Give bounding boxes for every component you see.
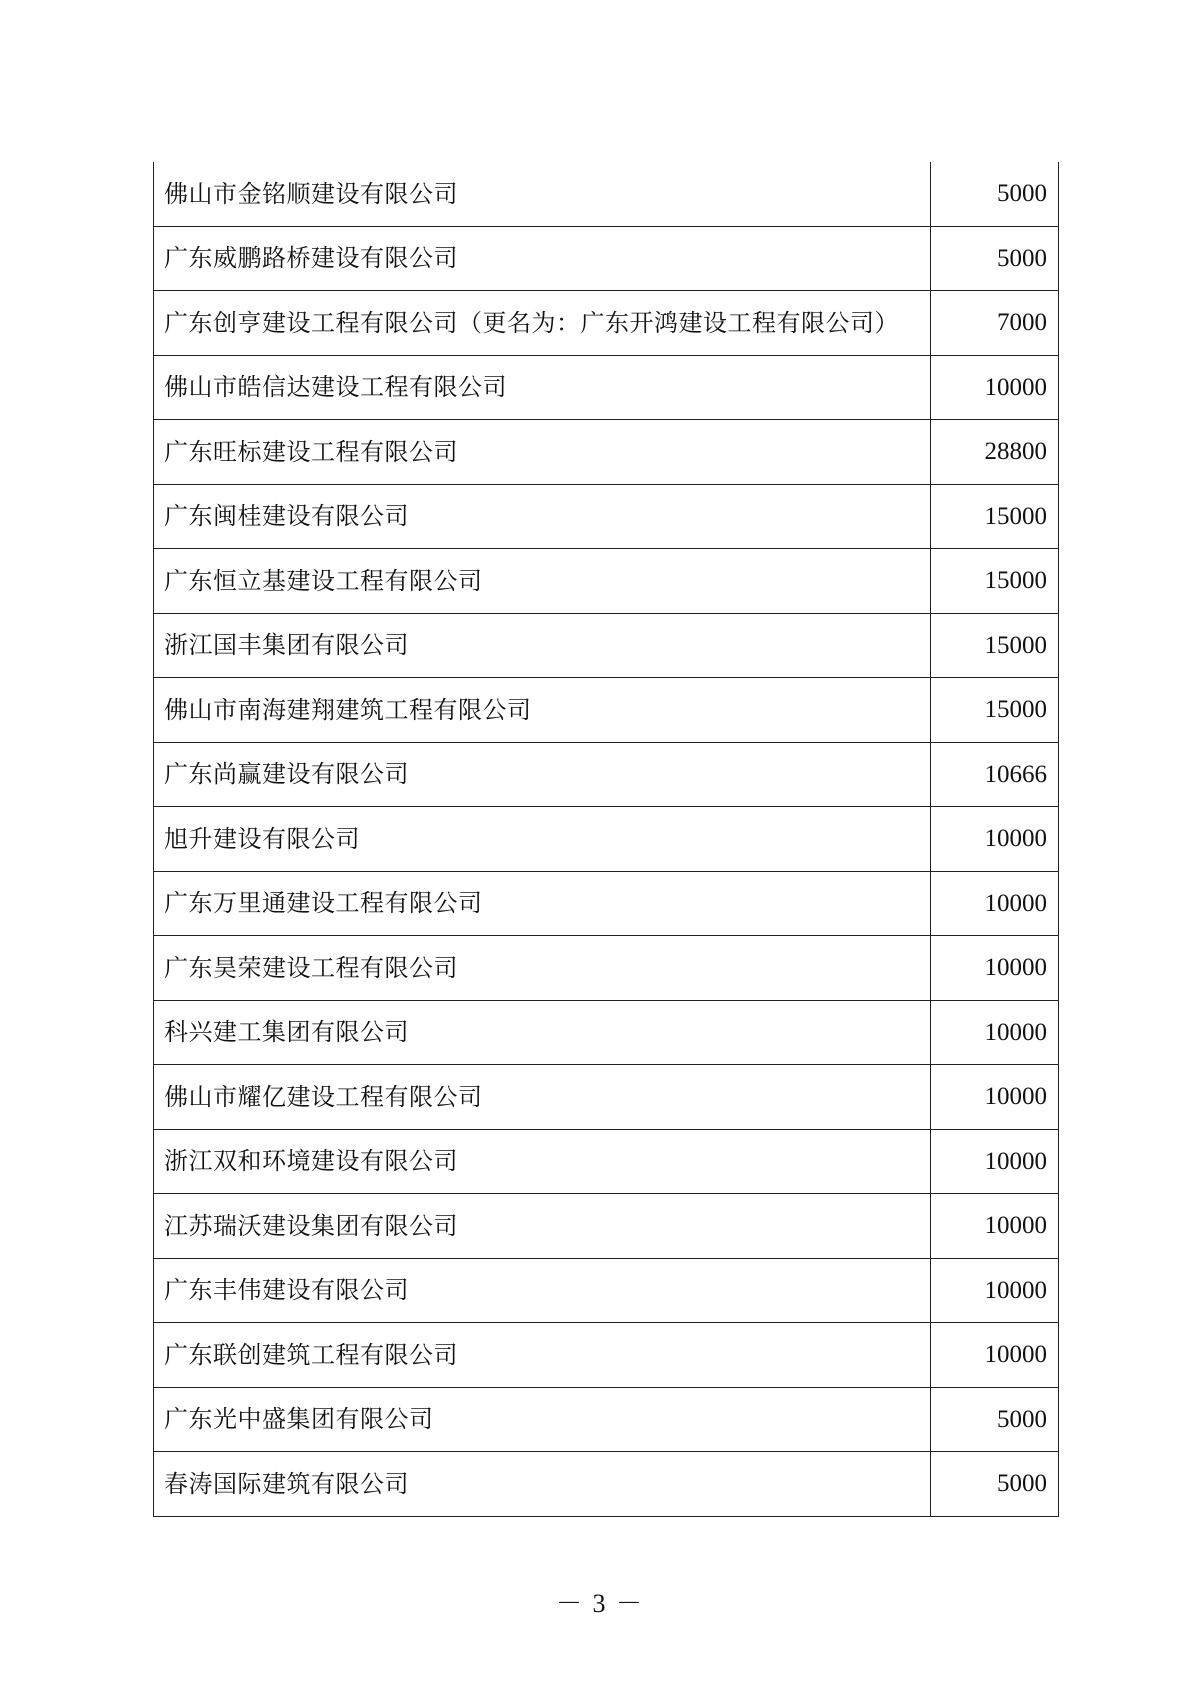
table <box>154 162 1058 1516</box>
table-row <box>154 1452 1058 1516</box>
table-row <box>154 1258 1058 1323</box>
amount-cell: 5000 <box>930 226 1058 291</box>
table-body <box>154 162 1058 1516</box>
amount-cell: 10000 <box>930 807 1058 872</box>
table-row <box>154 162 1058 226</box>
amount-cell: 15000 <box>930 613 1058 678</box>
table-row <box>154 936 1058 1001</box>
table-row <box>154 484 1058 549</box>
amount-cell: 10000 <box>930 871 1058 936</box>
company-name-cell: 广东威鹏路桥建设有限公司 <box>154 226 930 291</box>
table-row <box>154 1387 1058 1452</box>
table-row <box>154 613 1058 678</box>
table-row <box>154 355 1058 420</box>
table-row <box>154 1194 1058 1259</box>
amount-cell: 10000 <box>930 1129 1058 1194</box>
amount-cell: 10666 <box>930 742 1058 807</box>
company-name-cell: 佛山市皓信达建设工程有限公司 <box>154 355 930 420</box>
table-row <box>154 291 1058 356</box>
company-name-cell: 科兴建工集团有限公司 <box>154 1000 930 1065</box>
table-row <box>154 226 1058 291</box>
page-number: － 3 － <box>555 1589 644 1618</box>
company-name-cell: 佛山市耀亿建设工程有限公司 <box>154 1065 930 1130</box>
table-row <box>154 742 1058 807</box>
company-name-cell: 广东闽桂建设有限公司 <box>154 484 930 549</box>
amount-cell: 5000 <box>930 1452 1058 1516</box>
amount-cell: 7000 <box>930 291 1058 356</box>
amount-cell: 28800 <box>930 420 1058 485</box>
company-name-cell: 广东创亨建设工程有限公司（更名为：广东开鸿建设工程有限公司） <box>154 291 930 356</box>
company-name-cell: 广东旺标建设工程有限公司 <box>154 420 930 485</box>
company-name-cell: 广东光中盛集团有限公司 <box>154 1387 930 1452</box>
table-row <box>154 1065 1058 1130</box>
amount-cell: 15000 <box>930 484 1058 549</box>
company-name-cell: 广东联创建筑工程有限公司 <box>154 1323 930 1388</box>
table-row <box>154 420 1058 485</box>
table-row <box>154 871 1058 936</box>
company-name-cell: 广东恒立基建设工程有限公司 <box>154 549 930 614</box>
table-row <box>154 678 1058 743</box>
table-row <box>154 1000 1058 1065</box>
company-amount-table <box>153 162 1059 1517</box>
table-row <box>154 549 1058 614</box>
company-name-cell: 旭升建设有限公司 <box>154 807 930 872</box>
company-name-cell: 佛山市南海建翔建筑工程有限公司 <box>154 678 930 743</box>
amount-cell: 10000 <box>930 1065 1058 1130</box>
company-name-cell: 江苏瑞沃建设集团有限公司 <box>154 1194 930 1259</box>
table-row <box>154 807 1058 872</box>
amount-cell: 5000 <box>930 1387 1058 1452</box>
amount-cell: 10000 <box>930 1194 1058 1259</box>
amount-cell: 10000 <box>930 1000 1058 1065</box>
amount-cell: 5000 <box>997 180 1047 208</box>
amount-cell: 10000 <box>930 936 1058 1001</box>
table-row <box>154 1323 1058 1388</box>
company-name-cell: 广东万里通建设工程有限公司 <box>154 871 930 936</box>
company-name-cell: 浙江双和环境建设有限公司 <box>154 1129 930 1194</box>
company-name-cell: 广东尚赢建设有限公司 <box>154 742 930 807</box>
table-row <box>154 1129 1058 1194</box>
amount-cell: 10000 <box>930 1258 1058 1323</box>
amount-cell: 15000 <box>930 549 1058 614</box>
company-name-cell: 春涛国际建筑有限公司 <box>154 1452 930 1516</box>
company-name-cell: 浙江国丰集团有限公司 <box>154 613 930 678</box>
company-name-cell: 广东昊荣建设工程有限公司 <box>154 936 930 1001</box>
amount-cell: 15000 <box>930 678 1058 743</box>
company-name-cell: 广东丰伟建设有限公司 <box>154 1258 930 1323</box>
amount-cell: 10000 <box>930 355 1058 420</box>
company-name-cell: 佛山市金铭顺建设有限公司 <box>154 162 930 226</box>
amount-cell: 10000 <box>930 1323 1058 1388</box>
